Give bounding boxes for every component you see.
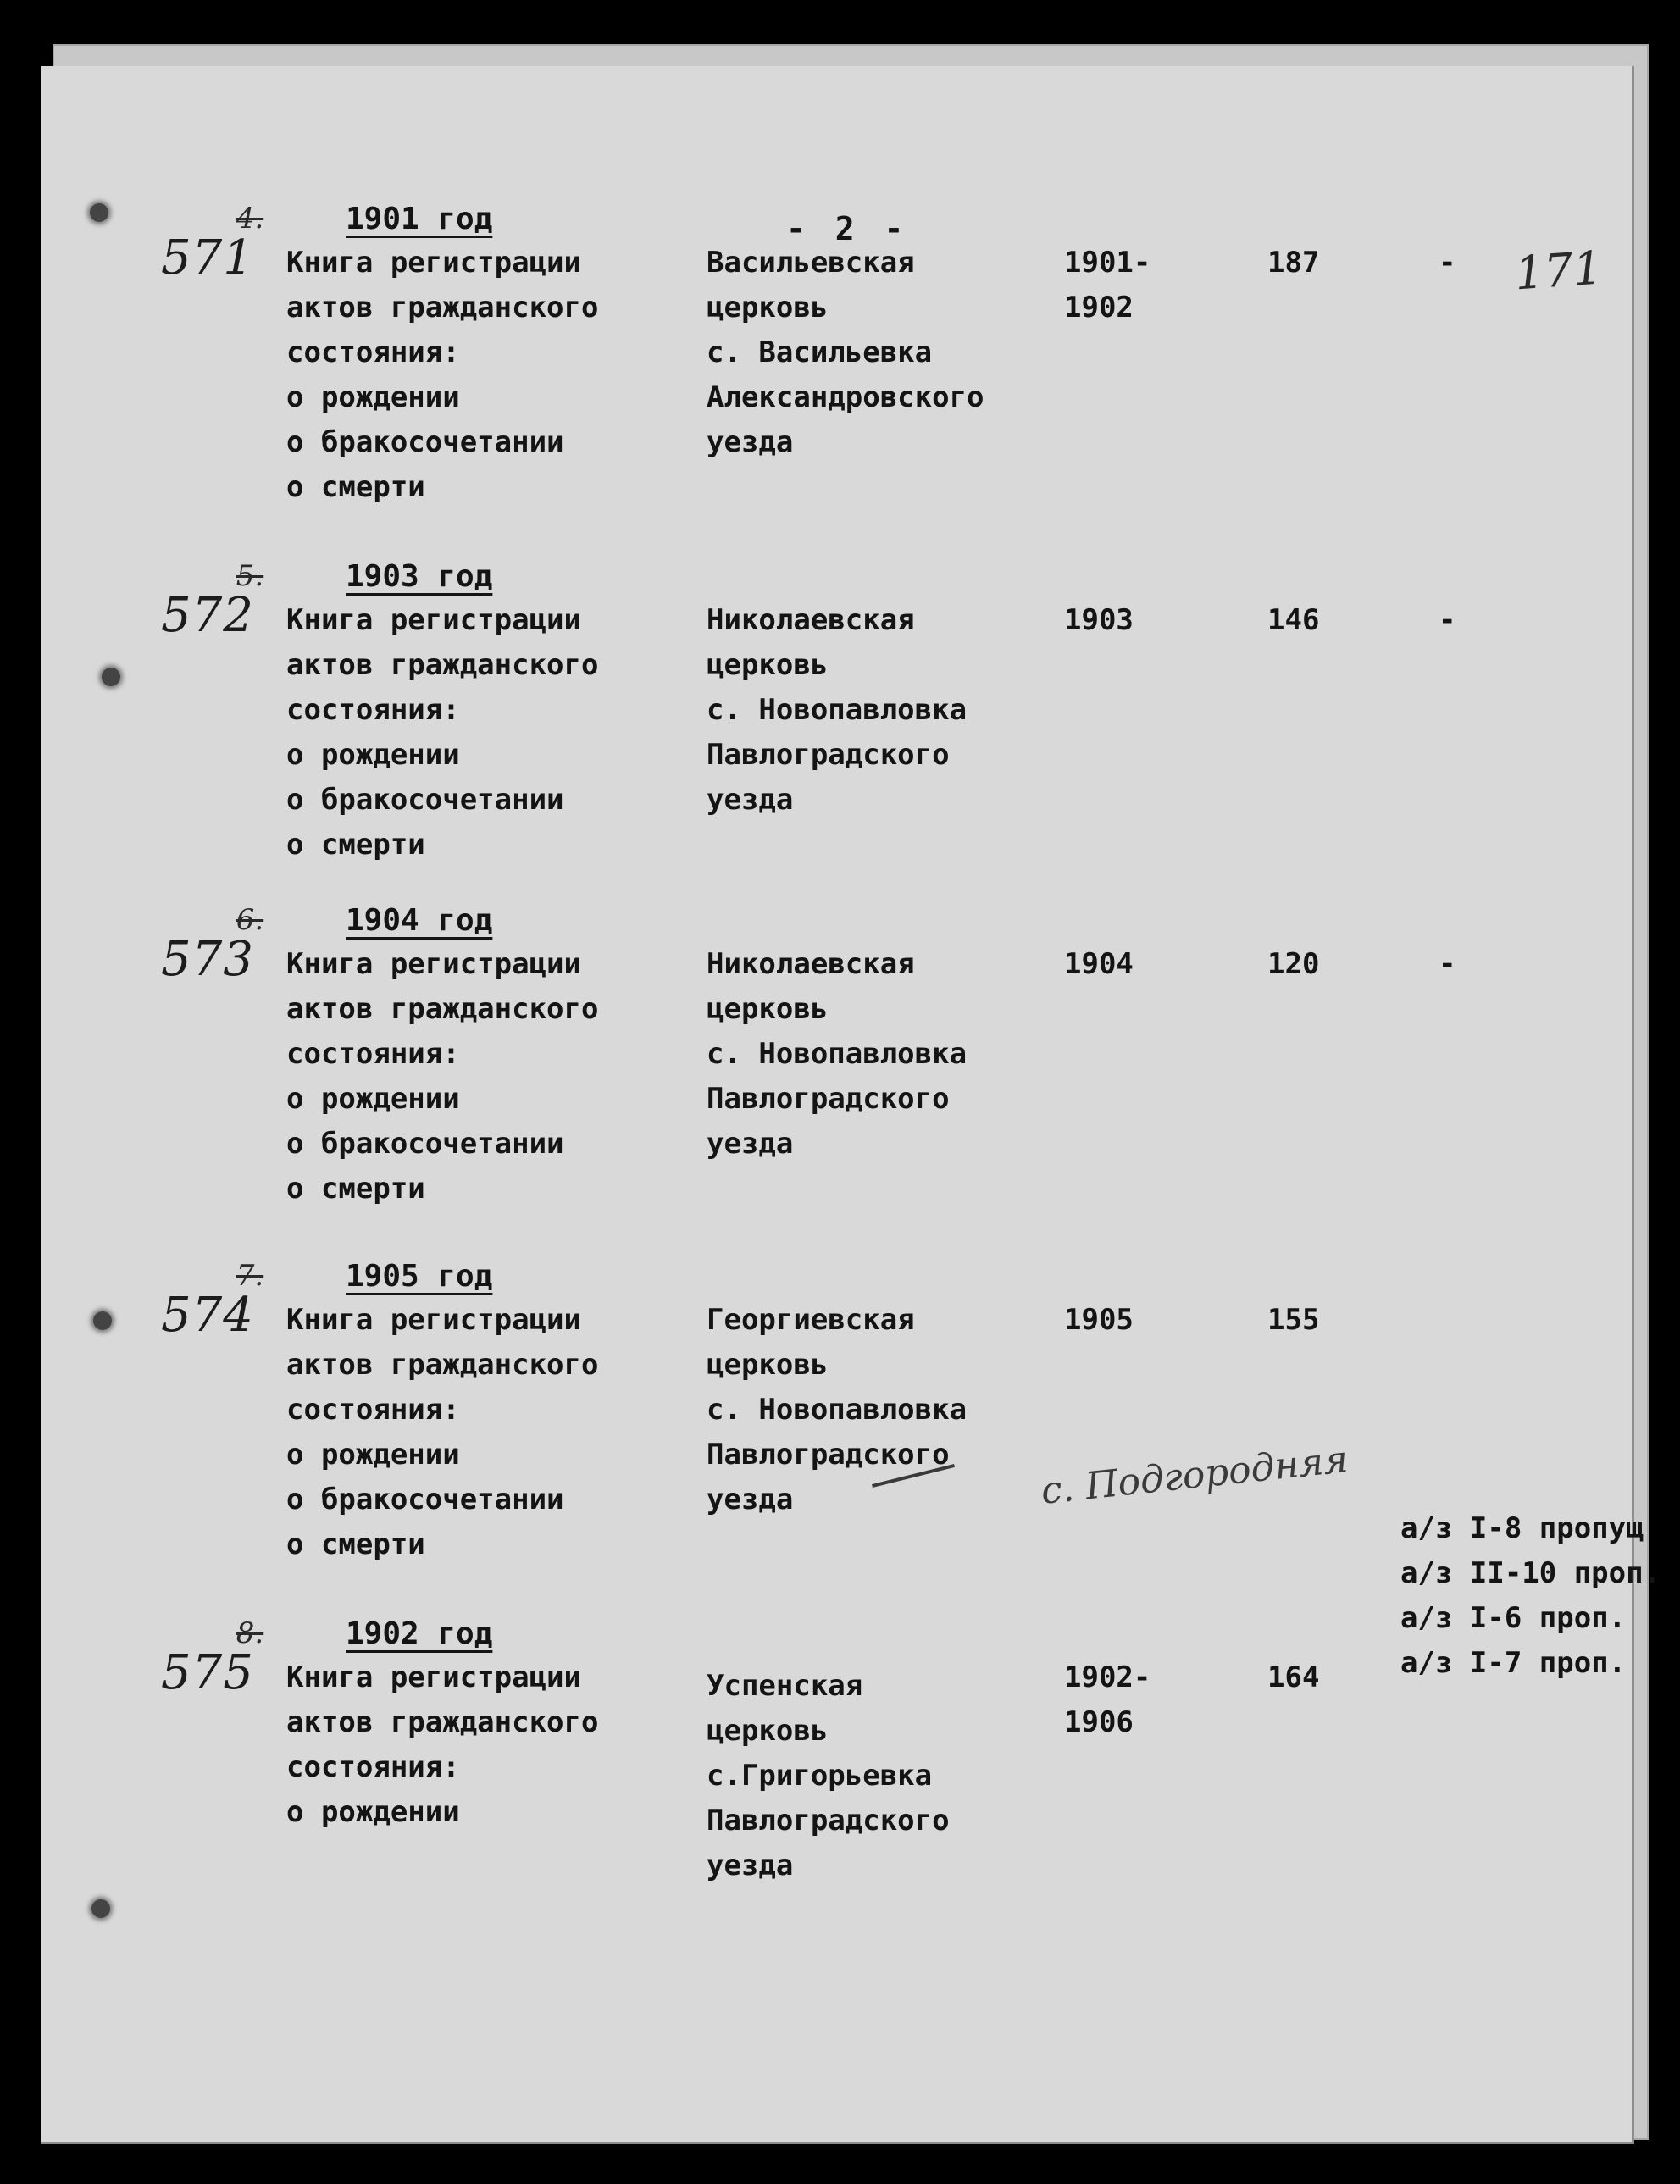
record-sheet-count: 146 xyxy=(1267,603,1320,637)
document-page xyxy=(41,66,1661,2144)
new-record-number: 573 xyxy=(161,932,254,987)
record-description: Книга регистрации актов гражданского состояния: о рождении о бракосочетании о смерти xyxy=(286,1303,599,1561)
record-entry xyxy=(41,903,1632,1242)
year-heading: 1903 год xyxy=(346,559,493,594)
year-heading: 1901 год xyxy=(346,202,493,236)
archive-folio-number: 171 xyxy=(1512,241,1605,301)
record-entry xyxy=(41,559,1632,898)
year-heading: 1902 год xyxy=(346,1616,493,1651)
record-source: Успенская церковь с.Григорьевка Павлоградского уезда xyxy=(707,1669,950,1882)
record-sheet-count: 120 xyxy=(1267,947,1320,981)
old-record-number: 7. xyxy=(236,1259,264,1293)
page-number: - 2 - xyxy=(786,210,909,247)
record-source: Николаевская церковь с. Новопавловка Павлоградского уезда xyxy=(707,603,968,817)
record-note: - xyxy=(1439,947,1456,981)
record-sheet-count: 187 xyxy=(1267,246,1320,280)
year-heading: 1904 год xyxy=(346,903,493,938)
new-record-number: 574 xyxy=(161,1288,254,1343)
record-dates: 1905 xyxy=(1064,1303,1134,1337)
old-record-number: 8. xyxy=(236,1616,264,1650)
new-record-number: 572 xyxy=(161,588,254,643)
new-record-number: 571 xyxy=(161,230,254,285)
record-sheet-count: 155 xyxy=(1267,1303,1320,1337)
record-source: Васильевская церковь с. Васильевка Александровского уезда xyxy=(707,246,984,459)
old-record-number: 5. xyxy=(236,559,264,593)
record-source: Георгиевская церковь с. Новопавловка Павлоградского уезда xyxy=(707,1303,968,1516)
record-entry xyxy=(41,1259,1632,1598)
side-note: а/з I-7 проп. xyxy=(1400,1646,1627,1680)
record-note: - xyxy=(1439,246,1456,280)
old-record-number: 6. xyxy=(236,903,264,937)
record-dates: 1902- 1906 xyxy=(1064,1660,1151,1739)
side-note: а/з II-10 проп. xyxy=(1400,1556,1661,1590)
record-note: - xyxy=(1439,603,1456,637)
record-description: Книга регистрации актов гражданского состояния: о рождении о бракосочетании о смерти xyxy=(286,947,599,1206)
record-description: Книга регистрации актов гражданского состояния: о рождении о бракосочетании о смерти xyxy=(286,603,599,862)
record-entry xyxy=(41,1616,1632,1955)
record-source: Николаевская церковь с. Новопавловка Павлоградского уезда xyxy=(707,947,968,1161)
old-record-number: 4. xyxy=(236,202,264,236)
record-description: Книга регистрации актов гражданского состояния: о рождении xyxy=(286,1660,599,1829)
new-record-number: 575 xyxy=(161,1645,254,1700)
record-sheet-count: 164 xyxy=(1267,1660,1320,1694)
side-note: а/з I-8 пропущ xyxy=(1400,1511,1644,1545)
record-dates: 1903 xyxy=(1064,603,1134,637)
record-dates: 1904 xyxy=(1064,947,1134,981)
missing-records-notes xyxy=(1400,1506,1661,1686)
record-dates: 1901- 1902 xyxy=(1064,246,1151,324)
record-entry xyxy=(41,202,1632,540)
side-note: а/з I-6 проп. xyxy=(1400,1601,1627,1635)
record-description: Книга регистрации актов гражданского состояния: о рождении о бракосочетании о смерти xyxy=(286,246,599,504)
handwritten-correction: с. Подгородняя xyxy=(1039,1438,1350,1513)
year-heading: 1905 год xyxy=(346,1259,493,1294)
